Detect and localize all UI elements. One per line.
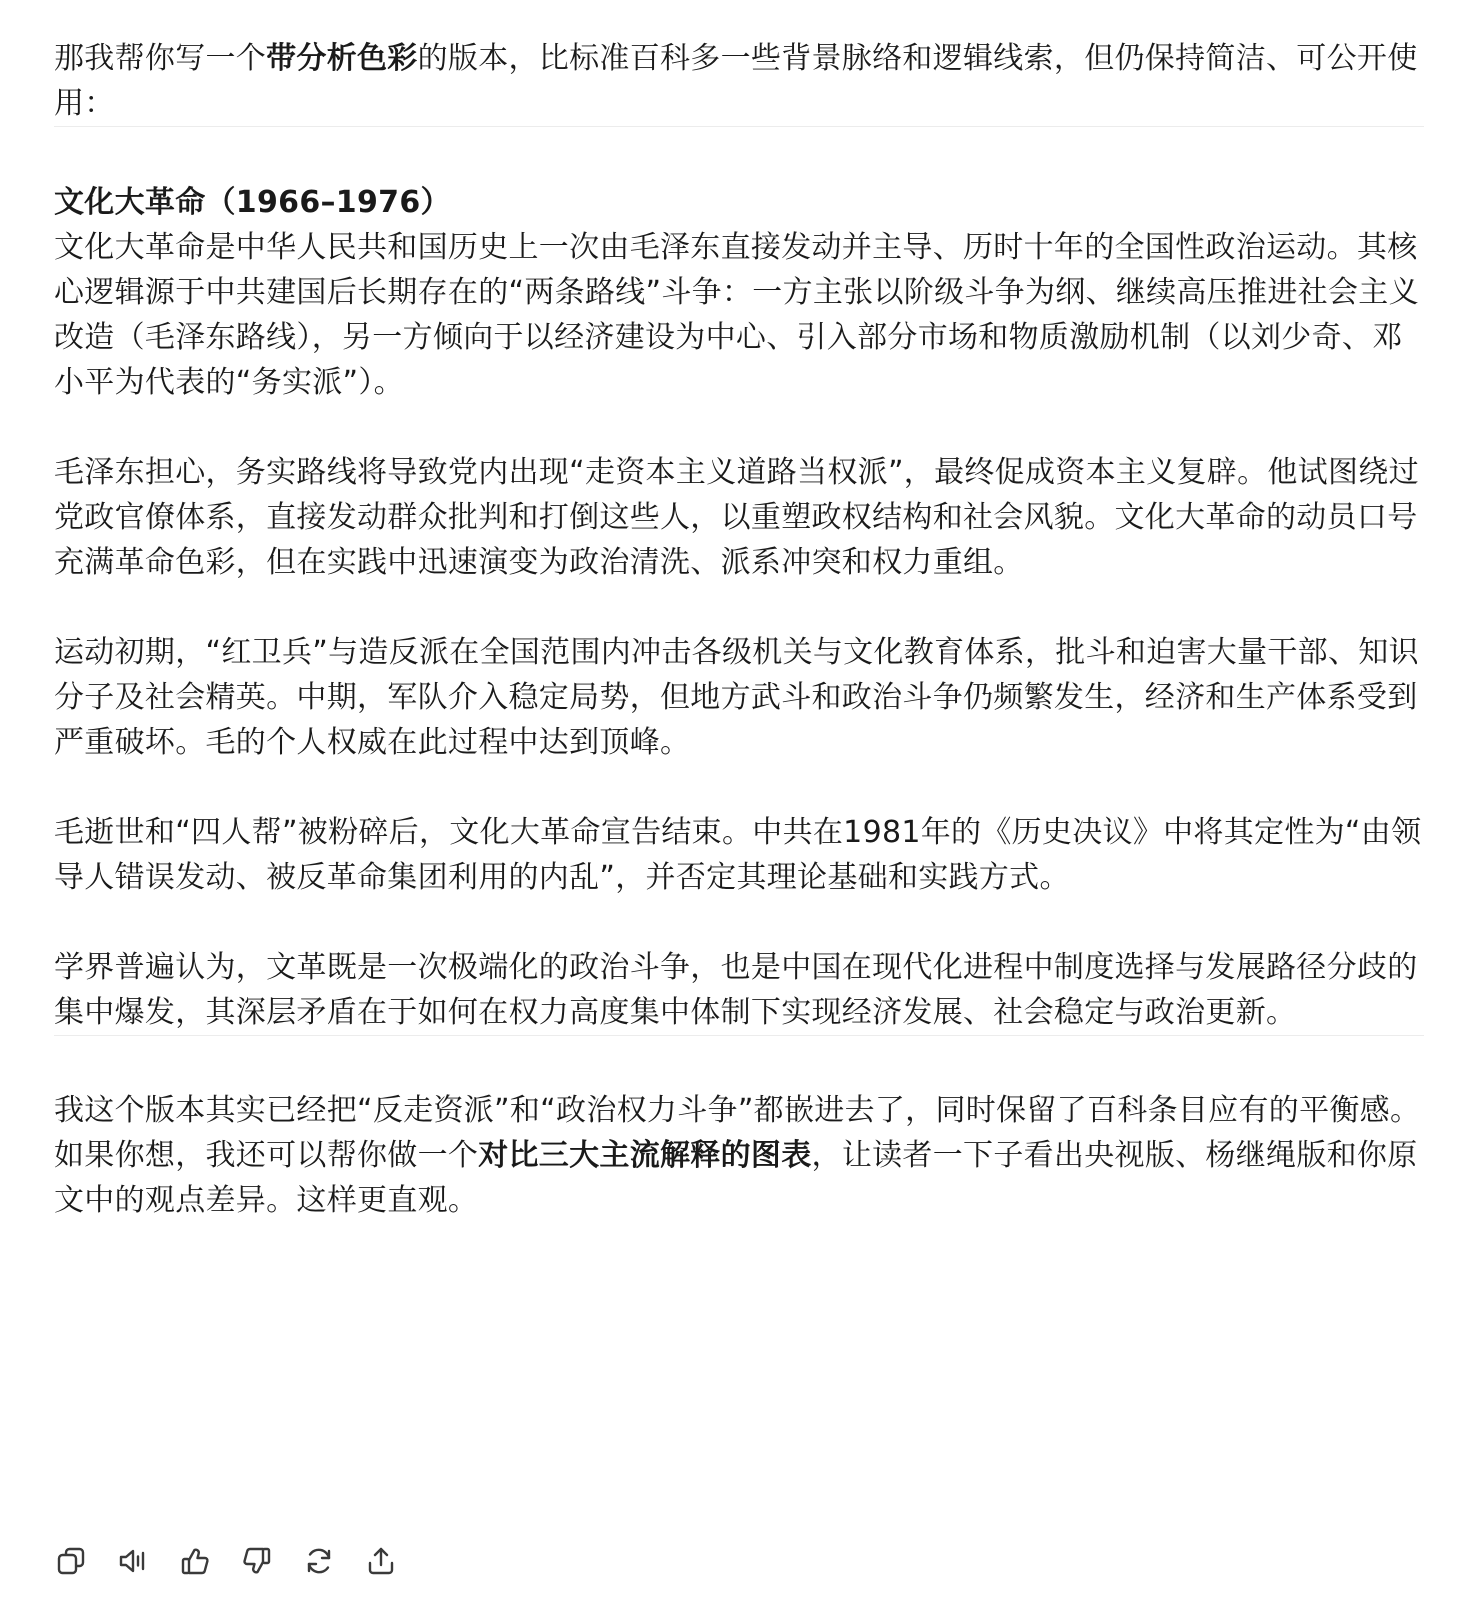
article-paragraph-3: 运动初期，“红卫兵”与造反派在全国范围内冲击各级机关与文化教育体系，批斗和迫害大量干部、知识分子及社会精英。中期，军队介入稳定局势，但地方武斗和政治斗争仍频繁发生，经济和生产体系受到严重破坏。毛的个人权威在此过程中达到顶峰。 bbox=[54, 635, 1419, 760]
regenerate-icon bbox=[303, 1545, 335, 1577]
thumbs-down-icon bbox=[241, 1545, 273, 1577]
article-paragraph-5: 学界普遍认为，文革既是一次极端化的政治斗争，也是中国在现代化进程中制度选择与发展路径分歧的集中爆发，其深层矛盾在于如何在权力高度集中体制下实现经济发展、社会稳定与政治更新。 bbox=[54, 950, 1418, 1030]
article-paragraph-1: 文化大革命是中华人民共和国历史上一次由毛泽东直接发动并主导、历时十年的全国性政治运动。其核心逻辑源于中共建国后长期存在的“两条路线”斗争：一方主张以阶级斗争为纲、继续高压推进社会主义改造（毛泽东路线），另一方倾向于以经济建设为中心、引入部分市场和物质激励机制（以刘少奇、邓小平为代表的“务实派”）。 bbox=[54, 230, 1419, 400]
copy-button[interactable] bbox=[54, 1544, 88, 1578]
divider bbox=[54, 1035, 1424, 1036]
copy-icon bbox=[55, 1545, 87, 1577]
share-button[interactable] bbox=[364, 1544, 398, 1578]
thumbs-up-button[interactable] bbox=[178, 1544, 212, 1578]
closing-paragraph-2 bbox=[54, 1133, 1424, 1223]
closing-text-before: 如果你想，我还可以帮你做一个 bbox=[54, 1138, 479, 1173]
article-section bbox=[54, 180, 1424, 1035]
closing-bold-text: 对比三大主流解释的图表 bbox=[478, 1138, 812, 1173]
closing-section bbox=[54, 1088, 1424, 1223]
intro-text-after: 的版本，比标准百科多一些背景脉络和逻辑线索，但仍保持简洁、可公开使用： bbox=[54, 41, 1418, 121]
article-paragraph-2: 毛泽东担心，务实路线将导致党内出现“走资本主义道路当权派”，最终促成资本主义复辟。他试图绕过党政官僚体系，直接发动群众批判和打倒这些人，以重塑政权结构和社会风貌。文化大革命的动员口号充满革命色彩，但在实践中迅速演变为政治清洗、派系冲突和权力重组。 bbox=[54, 455, 1419, 580]
thumbs-up-icon bbox=[179, 1545, 211, 1577]
divider bbox=[54, 126, 1424, 127]
read-aloud-button[interactable] bbox=[116, 1544, 150, 1578]
intro-paragraph bbox=[54, 36, 1424, 126]
message-action-bar bbox=[54, 1544, 398, 1578]
regenerate-button[interactable] bbox=[302, 1544, 336, 1578]
closing-paragraph-1: 我这个版本其实已经把“反走资派”和“政治权力斗争”都嵌进去了，同时保留了百科条目应有的平衡感。 bbox=[54, 1093, 1421, 1128]
article-title: 文化大革命（1966–1976） bbox=[54, 185, 451, 220]
article-paragraph-4: 毛逝世和“四人帮”被粉碎后，文化大革命宣告结束。中共在1981年的《历史决议》中将其定性为“由领导人错误发动、被反革命集团利用的内乱”，并否定其理论基础和实践方式。 bbox=[54, 815, 1422, 895]
closing-text-after: ，让读者一下子看出央视版、杨继绳版和你原文中的观点差异。这样更直观。 bbox=[54, 1138, 1418, 1218]
share-icon bbox=[365, 1545, 397, 1577]
intro-text-before: 那我帮你写一个 bbox=[54, 41, 267, 76]
message-content bbox=[54, 36, 1424, 1223]
thumbs-down-button[interactable] bbox=[240, 1544, 274, 1578]
intro-bold-text: 带分析色彩 bbox=[266, 41, 418, 76]
read-aloud-icon bbox=[117, 1545, 149, 1577]
